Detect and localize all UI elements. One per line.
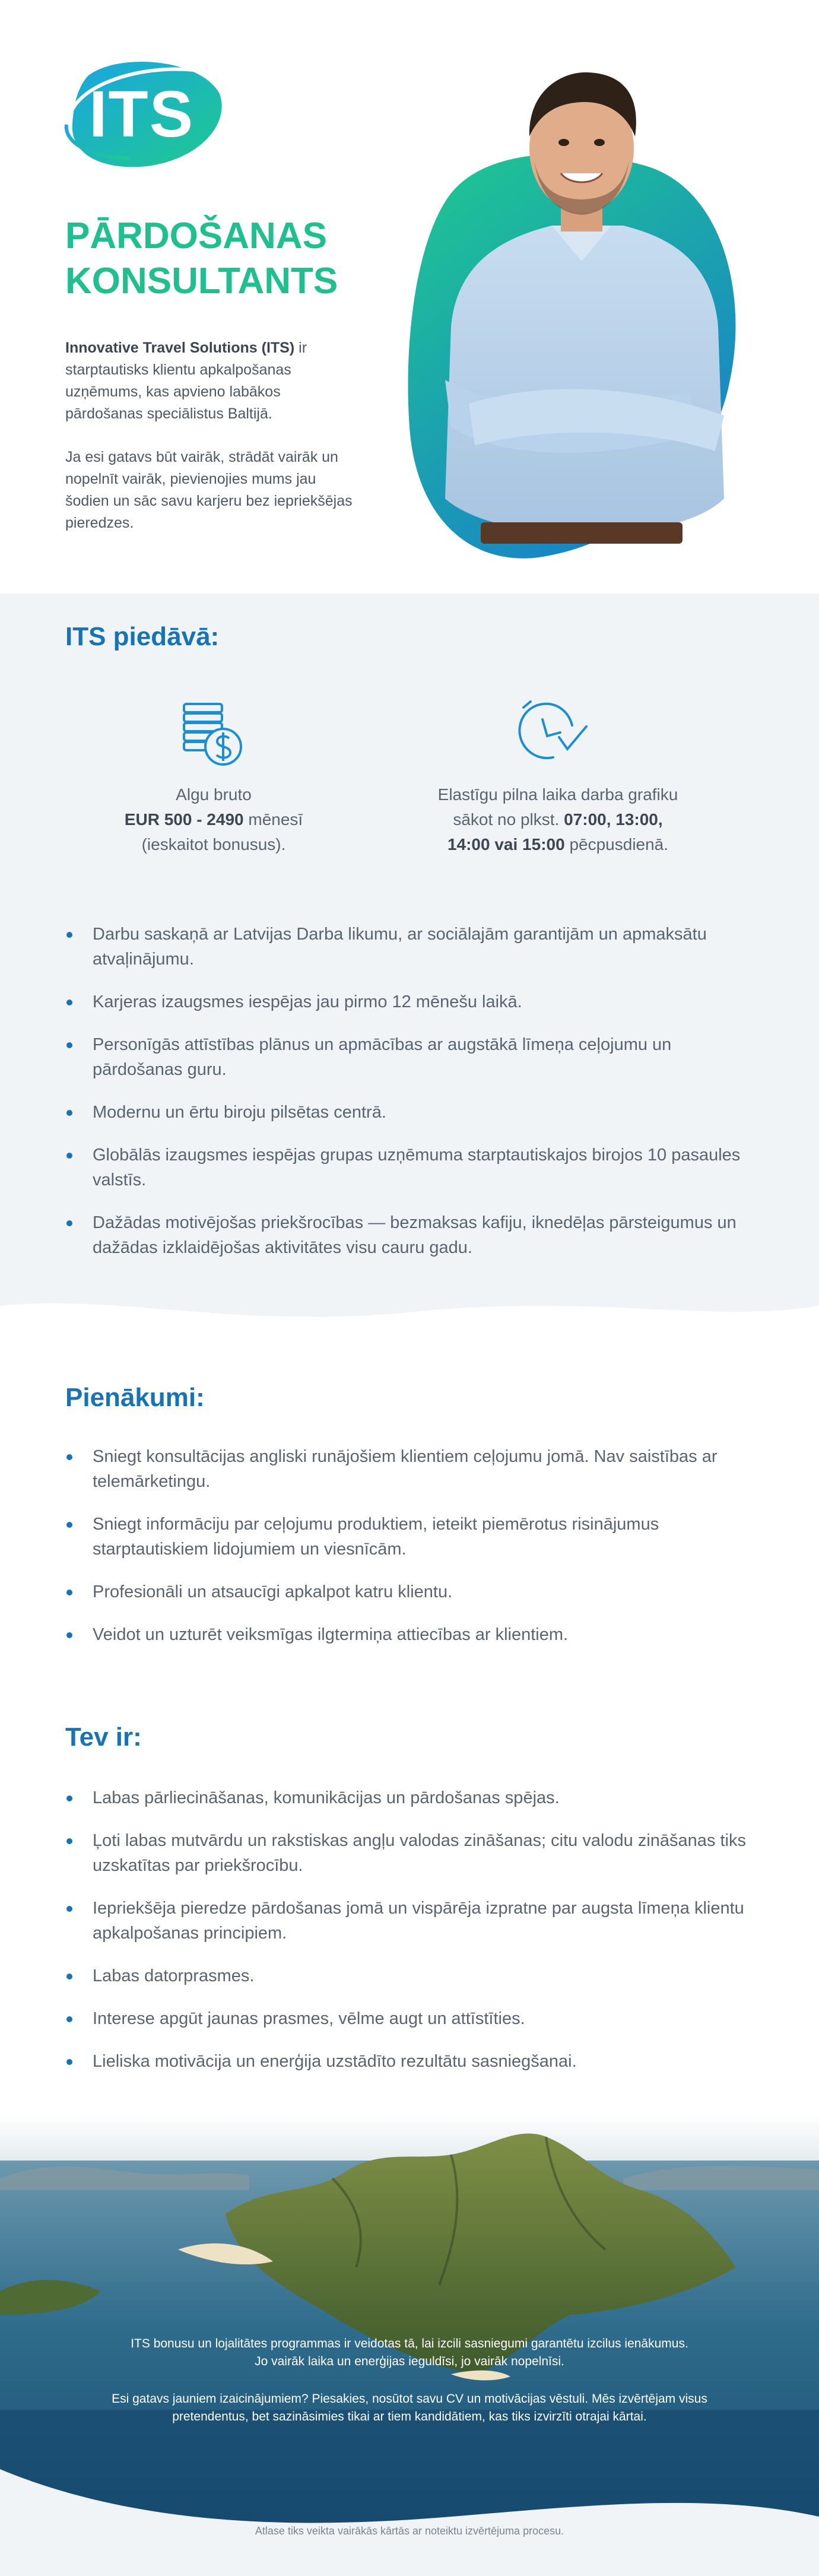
coins-dollar-icon [176,696,249,769]
salary-offer [65,782,362,857]
salary-line-2 [65,807,362,832]
schedule-suffix: pēcpusdienā. [564,835,669,854]
list-item [65,1143,754,1192]
list-item-text: Darbu saskaņā ar Latvijas Darba likumu, ar sociālajām garantijām un apmaksātu atvaļinājumu. [93,925,707,969]
schedule-times-a: 07:00, 13:00, [564,810,663,829]
clock-check-icon [513,696,590,769]
title-line-1: PĀRDOŠANAS [65,215,327,256]
list-item-text: Iepriekšēja pieredze pārdošanas jomā un vispārēja izpratne par augsta līmeņa klientu apkalpošanas principiem. [93,1899,744,1943]
list-item-text: Profesionāli un atsaucīgi apkalpot katru klientu. [93,1582,453,1601]
list-item [65,1444,754,1494]
list-item [65,922,754,972]
bullet-icon [66,1974,72,1979]
list-item-text: Lieliska motivācija un enerģija uzstādīto rezultātu sasniegšanai. [93,2052,577,2071]
schedule-line-3 [380,832,736,857]
list-item-text: Interese apgūt jaunas prasmes, vēlme augt un attīstīties. [93,2009,525,2028]
list-item-text: Labas pārliecināšanas, komunikācijas un pārdošanas spējas. [93,1788,560,1807]
footer-bonus-text [65,2335,754,2371]
bullet-icon [66,1454,72,1460]
list-item-text: Sniegt konsultācijas angliski runājošiem klientiem ceļojumu jomā. Nav saistības ar telemārketingu. [93,1447,718,1491]
list-item-text: Personīgās attīstības plānus un apmācības ar augstākā līmeņa ceļojumu un pārdošanas guru. [93,1035,672,1079]
intro-text [65,337,356,556]
footer-apply-line-1: Esi gatavs jauniem izaicinājumiem? Piesakies, nosūtot savu CV un motivācijas vēstuli. Mēs izvērtējam visus [112,2392,707,2406]
page-title [65,214,398,304]
schedule-line-2 [380,807,736,832]
offers-title: ITS piedāvā: [65,622,220,651]
company-name: Innovative Travel Solutions (ITS) [65,340,295,356]
title-line-2: KONSULTANTS [65,261,338,302]
hero-section [0,0,819,594]
list-item [65,1579,754,1604]
list-item [65,1896,754,1946]
bullet-icon [66,1590,72,1595]
list-item [65,2006,754,2031]
footer-bonus-line-2: Jo vairāk laika un enerģijas ieguldīsi, jo vairāk nopelnīsi. [255,2355,564,2368]
schedule-prefix: sākot no plkst. [453,810,564,829]
bullet-icon [66,1838,72,1844]
requirements-title: Tev ir: [65,1722,142,1752]
list-item [65,1785,754,1810]
footer-apply-text [65,2390,754,2426]
list-item [65,2049,754,2074]
intro-paragraph-2: Ja esi gatavs būt vairāk, strādāt vairāk un nopelnīt vairāk, pievienojies mums jau šodien un sāc savu karjeru bez iepriekšējas pieredzes. [65,449,353,531]
list-item-text: Labas datorprasmes. [93,1966,255,1985]
bullet-icon [66,1110,72,1116]
list-item [65,1963,754,1988]
salary-amount: EUR 500 - 2490 [124,810,244,829]
list-item [65,1622,754,1647]
requirements-list [65,1785,754,2074]
list-item [65,1032,754,1082]
footer-bonus-line-1: ITS bonusu un lojalitātes programmas ir veidotas tā, lai izcili sasniegumi garantētu izcilus ienākumus. [131,2337,688,2350]
list-item [65,1210,754,1260]
bullet-icon [66,1795,72,1801]
footer-apply-line-2: pretendentus, bet sazināsimies tikai ar tiem kandidātiem, kas tiks izvirzīti otrajai kārtai. [172,2410,647,2423]
list-item [65,989,754,1014]
list-item-text: Dažādas motivējošas priekšrocības — bezmaksas kafiju, iknedēļas pārsteigumus un dažādas izklaidējošas aktivitātes visu cauru gadu. [93,1213,737,1257]
list-item-text: Globālās izaugsmes iespējas grupas uzņēmuma starptautiskajos birojos 10 pasaules valstīs. [93,1146,741,1189]
bullet-icon [66,1042,72,1048]
bullet-icon [66,1220,72,1226]
list-item [65,1100,754,1125]
schedule-offer [380,782,736,857]
bullet-icon [66,1632,72,1638]
duties-list [65,1444,754,1647]
intro-description: ir starptautisks klientu apkalpošanas uzņēmums, kas apvieno labākos pārdošanas speciālistus Baltijā. [65,340,307,422]
list-item-text: Modernu un ērtu biroju pilsētas centrā. [93,1103,386,1122]
wave-divider-bottom [0,1258,819,1341]
list-item-text: Veidot un uzturēt veiksmīgas ilgtermiņa attiecības ar klientiem. [93,1625,569,1644]
offers-list [65,922,754,1260]
intro-paragraph-1 [65,337,356,425]
salary-line-3: (ieskaitot bonusus). [141,835,286,854]
salary-line-1: Algu bruto [176,785,252,804]
salary-period: mēnesī [243,810,303,829]
schedule-line-1: Elastīgu pilna laika darba grafiku [437,785,678,804]
bullet-icon [66,2016,72,2022]
schedule-times-b: 14:00 vai 15:00 [447,835,565,854]
fine-print: Atlase tiks veikta vairākās kārtās ar noteiktu izvērtējuma procesu. [255,2525,564,2537]
list-item-text: Ļoti labas mutvārdu un rakstiskas angļu valodas zināšanas; citu valodu zināšanas tiks uzskatītas par priekšrocību. [93,1831,746,1875]
bullet-icon [66,1153,72,1159]
list-item [65,1512,754,1562]
bullet-icon [66,1906,72,1912]
list-item-text: Sniegt informāciju par ceļojumu produktiem, ieteikt piemērotus risinājumus starptautiskiem lidojumiem un viesnīcām. [93,1515,659,1559]
list-item-text: Karjeras izaugsmes iespējas jau pirmo 12 mēnešu laikā. [93,992,522,1011]
bullet-icon [66,1000,72,1005]
bullet-icon [66,2059,72,2065]
duties-title: Pienākumi: [65,1383,205,1412]
bullet-icon [66,932,72,938]
logo-text: ITS [89,78,195,151]
list-item [65,1828,754,1878]
bullet-icon [66,1522,72,1528]
hero-person-illustration [392,47,772,570]
